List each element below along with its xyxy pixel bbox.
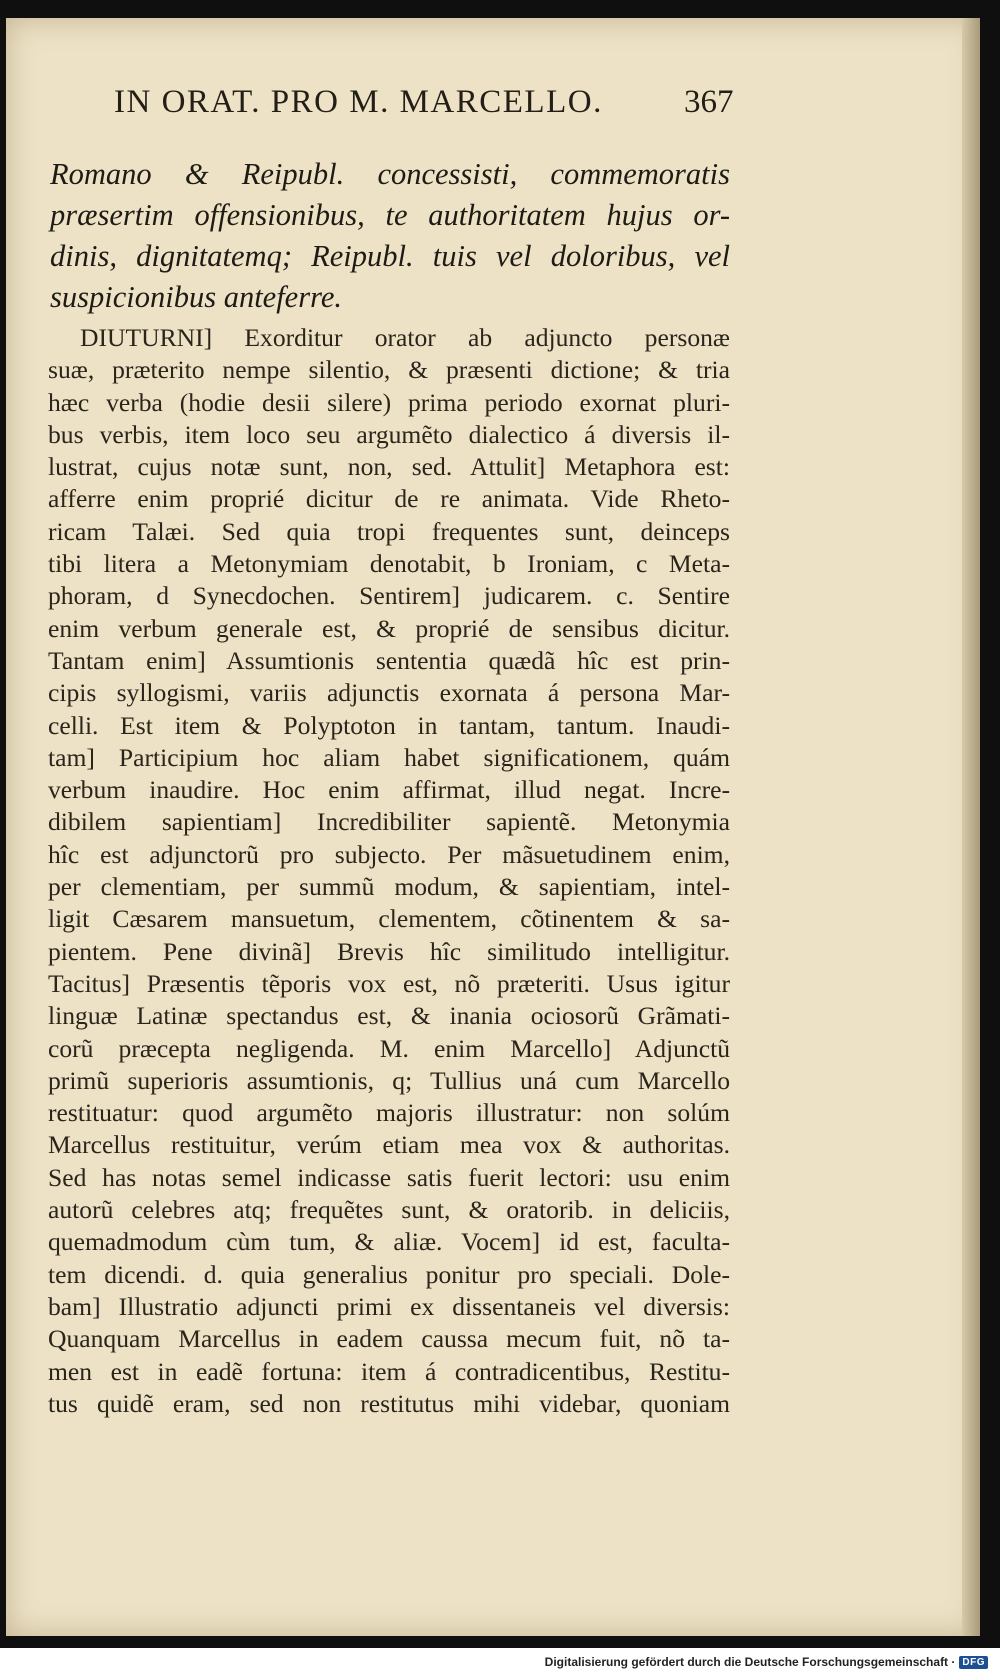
commentary-text — [48, 322, 730, 1420]
running-head: IN ORAT. PRO M. MARCELLO. — [114, 84, 603, 120]
dfg-logo: DFG — [959, 1656, 988, 1669]
body-line: lustrat, cujus notæ sunt, non, sed. Attulit] Metaphora est: — [48, 452, 730, 482]
body-line: enim verbum generale est, & proprié de sensibus dicitur. — [48, 613, 730, 643]
page-edge — [962, 18, 980, 1636]
summary-paragraph — [50, 154, 730, 318]
body-line: tus quidẽ eram, sed non restitutus mihi videbar, quoniam — [48, 1388, 730, 1418]
funding-credit: Digitalisierung gefördert durch die Deutsche Forschungsgemeinschaft · — [544, 1655, 956, 1669]
body-line: bam] Illustratio adjuncti primi ex dissentaneis vel diversis: — [48, 1291, 730, 1321]
book-page — [6, 18, 980, 1636]
body-line: men est in eadẽ fortuna: item á contradicentibus, Restitu- — [48, 1356, 730, 1386]
body-line: per clementiam, per summũ modum, & sapientiam, intel- — [48, 872, 730, 902]
body-line: Marcellus restituitur, verúm etiam mea vox & authoritas. — [48, 1130, 730, 1160]
body-line: phoram, d Synecdochen. Sentirem] judicarem. c. Sentire — [48, 581, 730, 611]
body-line: corũ præcepta negligenda. M. enim Marcello] Adjunctũ — [48, 1033, 730, 1063]
body-line: tibi litera a Metonymiam denotabit, b Ironiam, c Meta- — [48, 549, 730, 579]
body-line: DIUTURNI] Exorditur orator ab adjuncto personæ — [80, 323, 730, 352]
body-line: Sed has notas semel indicasse satis fuerit lectori: usu enim — [48, 1162, 730, 1192]
summary-line: suspicionibus anteferre. — [50, 280, 342, 314]
body-line: primũ superioris assumtionis, q; Tullius uná cum Marcello — [48, 1065, 730, 1095]
body-line: afferre enim proprié dicitur de re animata. Vide Rheto- — [48, 484, 730, 514]
body-line: autorũ celebres atq; frequẽtes sunt, & oratorib. in deliciis, — [48, 1195, 730, 1225]
body-line: dibilem sapientiam] Incredibiliter sapientẽ. Metonymia — [48, 807, 730, 837]
body-line: hîc est adjunctorũ pro subjecto. Per mãsuetudinem enim, — [48, 839, 730, 869]
body-line: Tantam enim] Assumtionis sententia quædã hîc est prin- — [48, 645, 730, 675]
body-line: ligit Cæsarem mansuetum, clementem, cõtinentem & sa- — [48, 904, 730, 934]
body-line: quemadmodum cùm tum, & aliæ. Vocem] id est, faculta- — [48, 1227, 730, 1257]
body-line: Quanquam Marcellus in eadem caussa mecum fuit, nõ ta- — [48, 1324, 730, 1354]
body-line: bus verbis, item loco seu argumẽto dialectico á diversis il- — [48, 419, 730, 449]
body-line: restituatur: quod argumẽto majoris illustratur: non solúm — [48, 1098, 730, 1128]
summary-line: dinis, dignitatemq; Reipubl. tuis vel doloribus, vel — [50, 239, 730, 273]
body-line: linguæ Latinæ spectandus est, & inania ociosorũ Grãmati- — [48, 1001, 730, 1031]
digitization-footer — [545, 1655, 988, 1669]
body-line: suæ, præterito nempe silentio, & præsenti dictione; & tria — [48, 355, 730, 385]
body-line: pientem. Pene divinã] Brevis hîc similitudo intelligitur. — [48, 936, 730, 966]
body-line: celli. Est item & Polyptoton in tantam, tantum. Inaudi- — [48, 710, 730, 740]
summary-line: Romano & Reipubl. concessisti, commemoratis — [50, 157, 730, 191]
summary-line: præsertim offensionibus, te authoritatem hujus or- — [50, 198, 730, 232]
body-line: Tacitus] Præsentis tẽporis vox est, nõ præteriti. Usus igitur — [48, 968, 730, 998]
body-line: cipis syllogismi, variis adjunctis exornata á persona Mar- — [48, 678, 730, 708]
body-line: tem dicendi. d. quia generalius ponitur pro speciali. Dole- — [48, 1259, 730, 1289]
body-line: tam] Participium hoc aliam habet significationem, quám — [48, 742, 730, 772]
page-number: 367 — [684, 84, 734, 120]
body-line: ricam Talæi. Sed quia tropi frequentes sunt, deinceps — [48, 516, 730, 546]
body-line: verbum inaudire. Hoc enim affirmat, illud negat. Incre- — [48, 775, 730, 805]
body-line: hæc verba (hodie desii silere) prima periodo exornat pluri- — [48, 387, 730, 417]
